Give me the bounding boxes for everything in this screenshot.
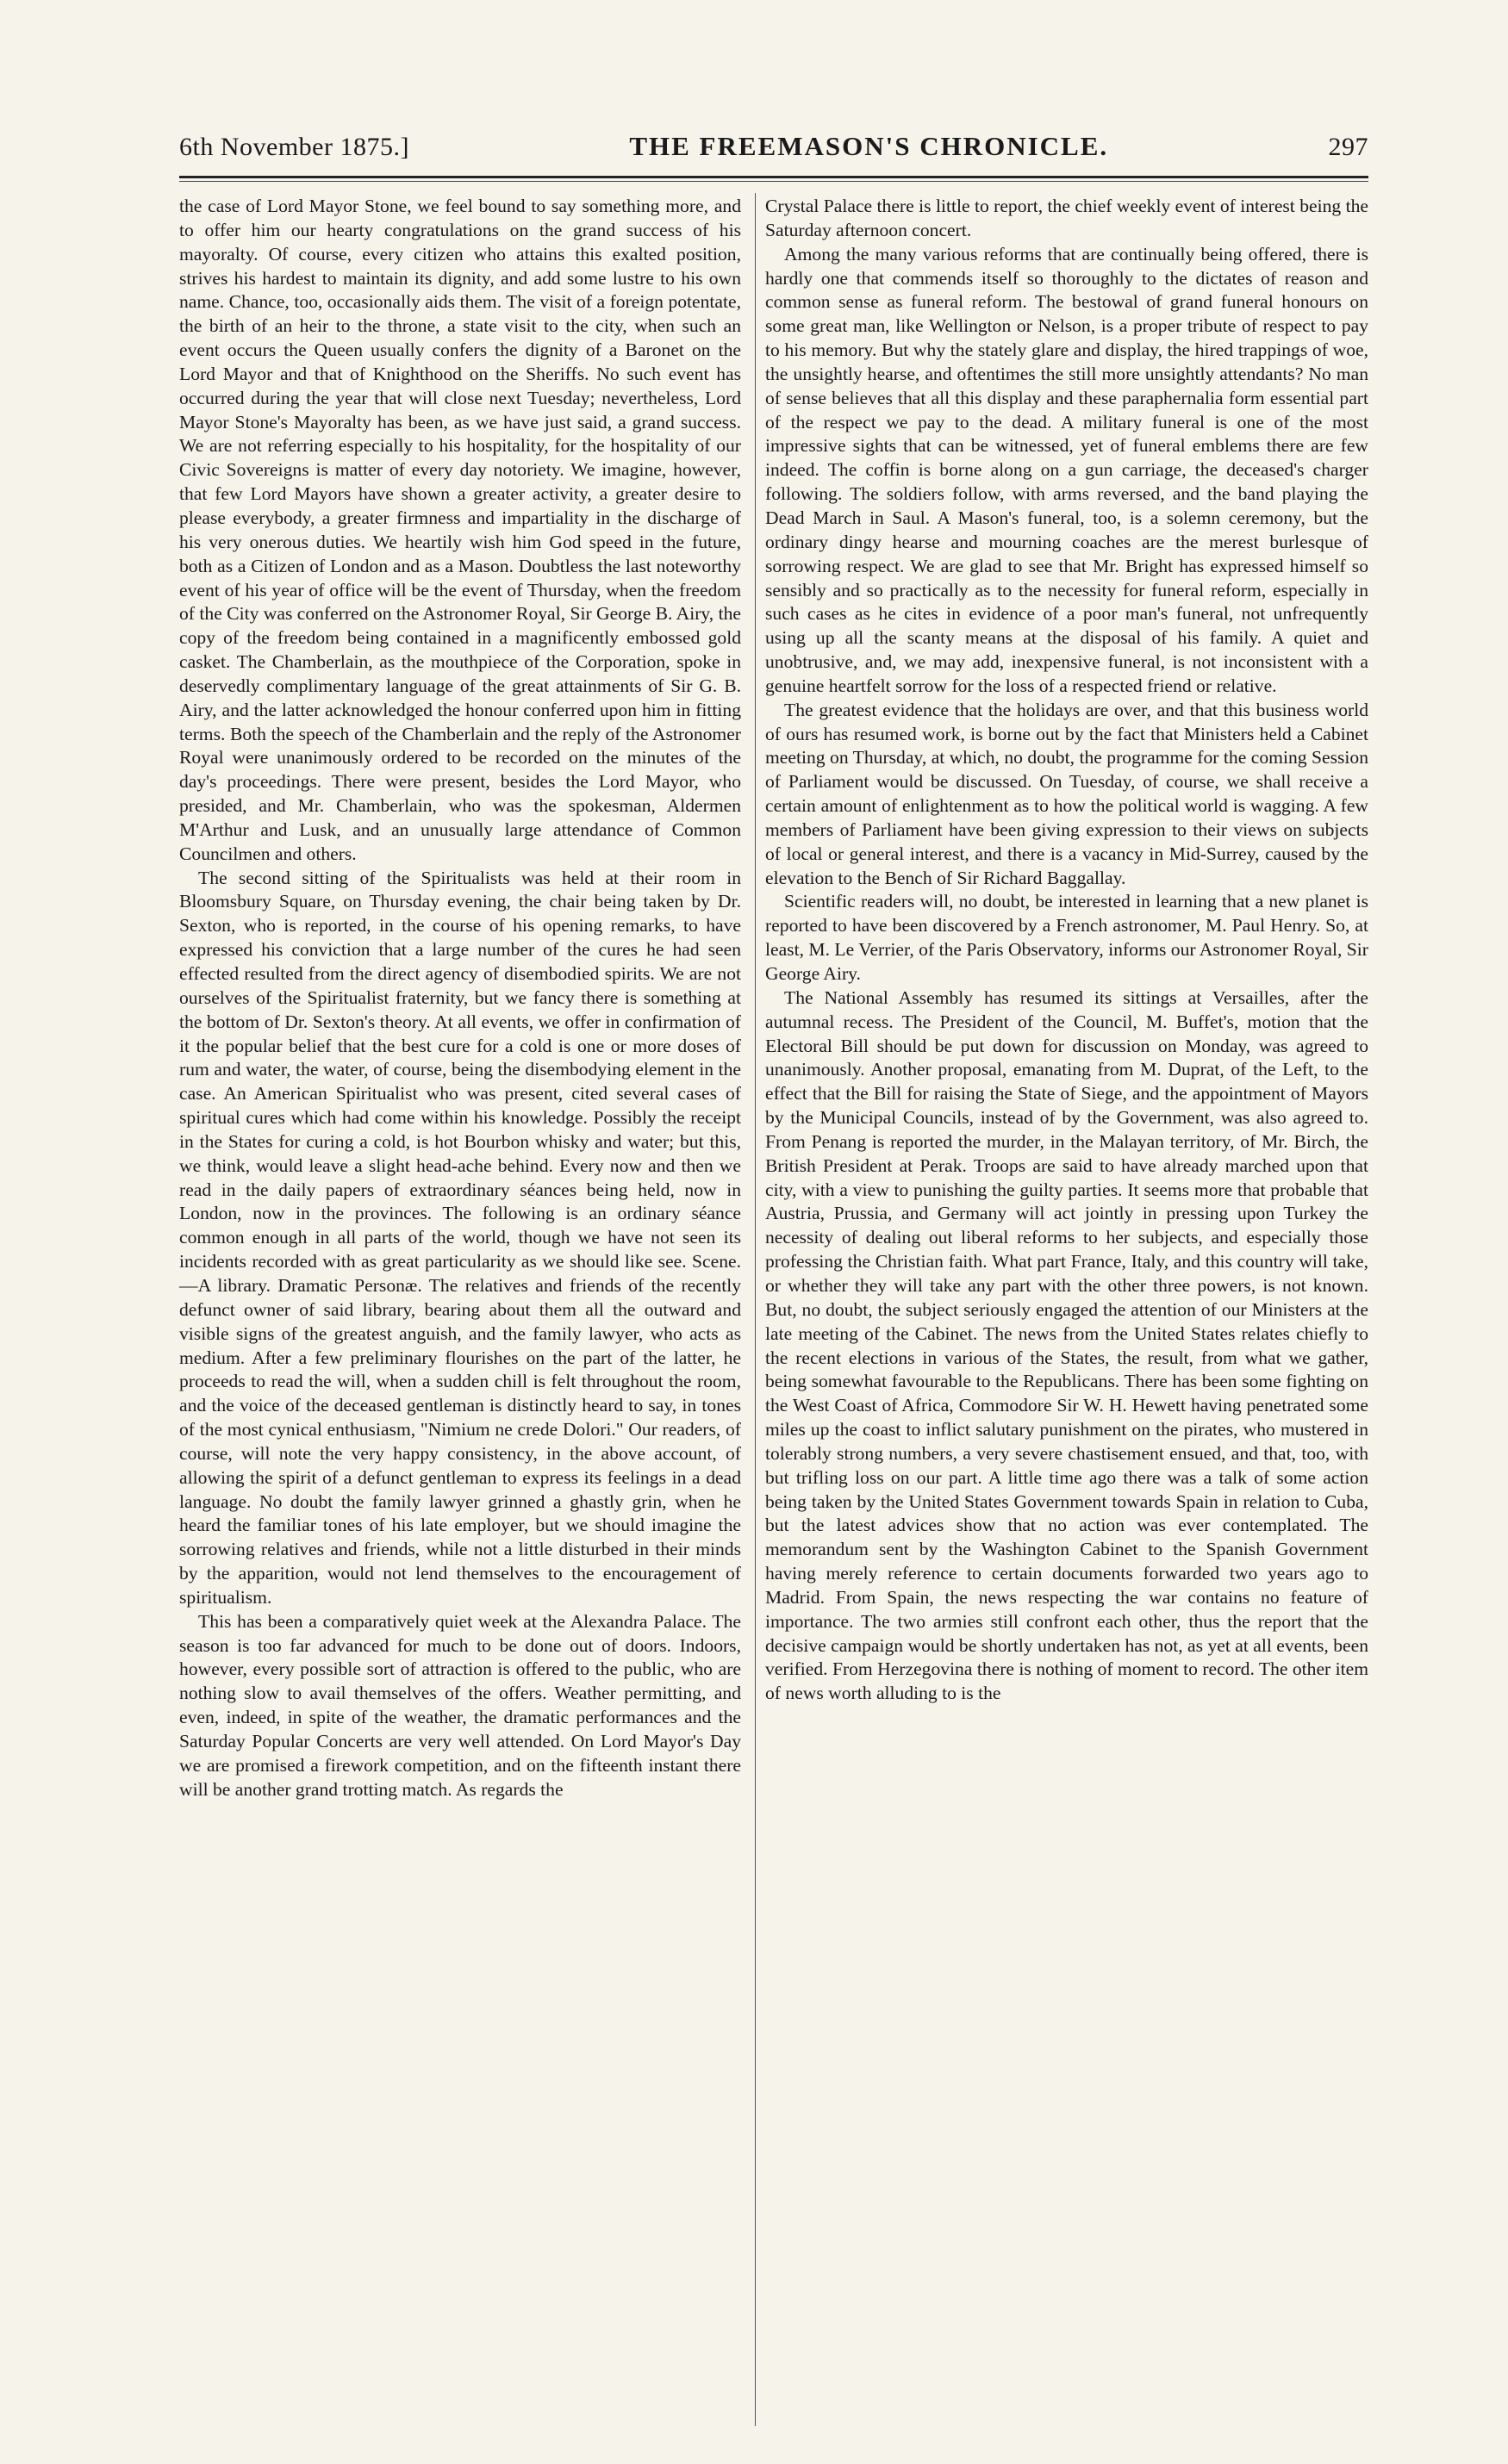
left-column xyxy=(179,195,741,1802)
paragraph-crystal-palace: Crystal Palace there is little to report, the chief weekly event of interest being the Saturday afternoon concert. xyxy=(765,196,1368,240)
right-column xyxy=(765,195,1368,1706)
issue-date: 6th November 1875.] xyxy=(179,133,409,161)
paragraph-cabinet-meeting: The greatest evidence that the holidays are over, and that this business world of ours has resumed work, is borne out by the fact that Ministers held a Cabinet meeting on Thursday, at which, no doubt, the programme for the coming Session of Parliament would be discussed. On Tuesday, of course, we shall receive a certain amount of enlightenment as to how the political world is wagging. A few members of Parliament have been giving expression to their views on subjects of local or general interest, and there is a vacancy in Mid-Surrey, caused by the elevation to the Bench of Sir Richard Baggallay. xyxy=(765,699,1368,888)
paragraph-alexandra-palace: This has been a comparatively quiet week at the Alexandra Palace. The season is too far advanced for much to be done out of doors. Indoors, however, every possible sort of attraction is offered to the public, who are nothing slow to avail themselves of the offers. Weather permitting, and even, indeed, in spite of the weather, the dramatic performances and the Saturday Popular Concerts are very well attended. On Lord Mayor's Day we are promised a firework competition, and on the fifteenth instant there will be another grand trotting match. As regards the xyxy=(179,1610,741,1800)
header-rule xyxy=(179,176,1368,178)
paragraph-funeral-reform: Among the many various reforms that are continually being offered, there is hardly one that commends itself so thoroughly to the dictates of reason and common sense as funeral reform. The bestowal of grand funeral honours on some great man, like Wellington or Nelson, is a proper tribute of respect to pay to his memory. But why the stately glare and display, the hired trappings of woe, the unsightly hearse, and oftentimes the still more unsightly attendants? No man of sense believes that all this display and these paraphernalia form essential part of the respect we pay to the dead. A military funeral is one of the most impressive sights that can be witnessed, yet of funeral emblems there are few indeed. The coffin is borne along on a gun carriage, the deceased's charger following. The soldiers follow, with arms reversed, and the band playing the Dead March in Saul. A Mason's funeral, too, is a solemn ceremony, but the ordinary dingy hearse and mourning coaches are the merest burlesque of sorrowing respect. We are glad to see that Mr. Bright has expressed himself so sensibly and so practically as to the necessity for funeral reform, especially in such cases as he cites in evidence of a poor man's funeral, not unfrequently using up all the scanty means at the disposal of his family. A quiet and unobtrusive, and, we may add, inexpensive funeral, is not inconsistent with a genuine heartfelt sorrow for the loss of a respected friend or relative. xyxy=(765,243,1368,696)
page-number: 297 xyxy=(1328,133,1368,161)
publication-title: THE FREEMASON'S CHRONICLE. xyxy=(629,131,1109,161)
paragraph-spiritualists: The second sitting of the Spiritualists was held at their room in Bloomsbury Square, on Thursday evening, the chair being taken by Dr. Sexton, who is reported, in the course of his opening remarks, to have expressed his conviction that a large number of the cures he had seen effected resulted from the direct agency of disembodied spirits. We are not ourselves of the Spiritualist fraternity, but we fancy there is something at the bottom of Dr. Sexton's theory. At all events, we offer in confirmation of it the popular belief that the best cure for a cold is one or more doses of rum and water, the water, of course, being the disembodying element in the case. An American Spiritualist who was present, cited several cases of spiritual cures which had come within his knowledge. Possibly the receipt in the States for curing a cold, is hot Bourbon whisky and water; but this, we think, would leave a slight head-ache behind. Every now and then we read in the daily papers of extraordinary séances being held, now in London, now in the provinces. The following is an ordinary séance common enough in all parts of the world, though we have not seen its incidents recorded with as great particularity as we should like see. Scene.—A library. Dramatic Personæ. The relatives and friends of the recently defunct owner of said library, bearing about them all the outward and visible signs of the greatest anguish, and the family lawyer, who acts as medium. After a few preliminary flourishes on the part of the latter, he proceeds to read the will, when a sudden chill is felt throughout the room, and the voice of the deceased gentleman is distinctly heard to say, in tones of the most cynical enthusiasm, "Nimium ne crede Dolori." Our readers, of course, will note the very happy consistency, in the above account, of allowing the spirit of a defunct gentleman to express its feelings in a dead language. No doubt the family lawyer grinned a ghastly grin, when he heard the familiar tones of his late employer, but we should imagine the sorrowing relatives and friends, while not a little disturbed in their minds by the apparition, would not lend themselves to the encouragement of spiritualism. xyxy=(179,867,741,1608)
paragraph-lord-mayor: the case of Lord Mayor Stone, we feel bound to say something more, and to offer him our hearty congratulations on the grand success of his mayoralty. Of course, every citizen who attains this exalted position, strives his hardest to maintain its dignity, and add some lustre to his own name. Chance, too, occasionally aids them. The visit of a foreign potentate, the birth of an heir to the throne, a state visit to the city, when such an event occurs the Queen usually confers the dignity of a Baronet on the Lord Mayor and that of Knighthood on the Sheriffs. No such event has occurred during the year that will close next Tuesday; nevertheless, Lord Mayor Stone's Mayoralty has been, as we have just said, a grand success. We are not referring especially to his hospitality, for the hospitality of our Civic Sovereigns is matter of every day notoriety. We imagine, however, that few Lord Mayors have shown a greater activity, a greater desire to please everybody, a greater firmness and impartiality in the discharge of his very onerous duties. We heartily wish him God speed in the future, both as a Citizen of London and as a Mason. Doubtless the last noteworthy event of his year of office will be the event of Thursday, when the freedom of the City was conferred on the Astronomer Royal, Sir George B. Airy, the copy of the freedom being contained in a magnificently embossed gold casket. The Chamberlain, as the mouthpiece of the Corporation, spoke in deservedly complimentary language of the great attainments of Sir G. B. Airy, and the latter acknowledged the honour conferred upon him in fitting terms. Both the speech of the Chamberlain and the reply of the Astronomer Royal were unanimously ordered to be recorded on the minutes of the day's proceedings. There were present, besides the Lord Mayor, who presided, and Mr. Chamberlain, who was the spokesman, Aldermen M'Arthur and Lusk, and an unusually large attendance of Common Councilmen and others. xyxy=(179,196,741,864)
header-rule-thin xyxy=(179,181,1368,182)
paragraph-new-planet: Scientific readers will, no doubt, be interested in learning that a new planet is reported to have been discovered by a French astronomer, M. Paul Henry. So, at least, M. Le Verrier, of the Paris Observatory, informs our Astronomer Royal, Sir George Airy. xyxy=(765,891,1368,984)
paragraph-foreign-news: The National Assembly has resumed its sittings at Versailles, after the autumnal recess. The President of the Council, M. Buffet's, motion that the Electoral Bill should be put down for discussion on Monday, was agreed to unanimously. Another proposal, emanating from M. Duprat, of the Left, to the effect that the Bill for raising the State of Siege, and the appointment of Mayors by the Municipal Councils, instead of by the Government, was also agreed to. From Penang is reported the murder, in the Malayan territory, of Mr. Birch, the British President at Perak. Troops are said to have already marched upon that city, with a view to punishing the guilty parties. It seems more that probable that Austria, Prussia, and Germany will act jointly in pressing upon Turkey the necessity of dealing out liberal reforms to her subjects, and especially those professing the Christian faith. What part France, Italy, and this country will take, or whether they will take any part with the other three powers, is not known. But, no doubt, the subject seriously engaged the attention of our Ministers at the late meeting of the Cabinet. The news from the United States relates chiefly to the recent elections in various of the States, the result, from what we gather, being somewhat favourable to the Republicans. There has been some fighting on the West Coast of Africa, Commodore Sir W. H. Hewett having penetrated some miles up the coast to inflict salutary punishment on the pirates, who mustered in tolerably strong numbers, a very severe chastisement ensued, and that, too, with but trifling loss on our part. A little time ago there was a talk of some action being taken by the United States Government towards Spain in relation to Cuba, but the latest advices show that no action was ever contemplated. The memorandum sent by the Washington Cabinet to the Spanish Government having merely reference to certain documents forwarded two years ago to Madrid. From Spain, the news respecting the war contains no feature of importance. The two armies still confront each other, thus the report that the decisive campaign would be shortly undertaken has not, as yet at all events, been verified. From Herzegovina there is nothing of moment to record. The other item of news worth alluding to is the xyxy=(765,986,1368,1704)
running-header xyxy=(179,131,1368,171)
column-divider xyxy=(755,193,756,2426)
